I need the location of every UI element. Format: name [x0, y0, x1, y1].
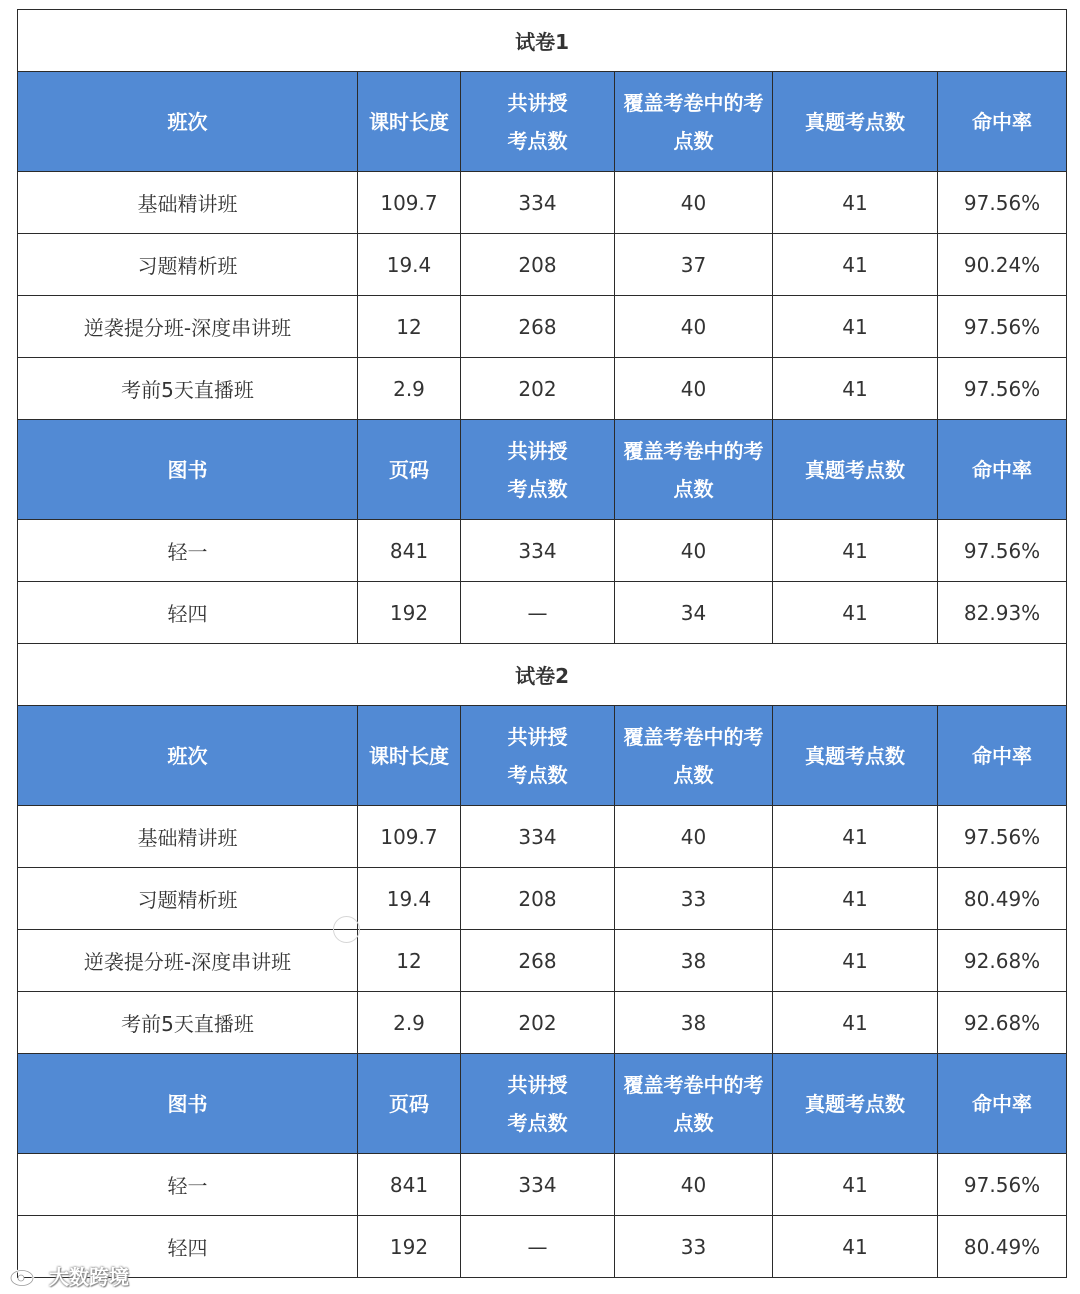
cell-taught-points: 334	[461, 1154, 615, 1216]
course-row	[18, 296, 1067, 358]
header-label: 课时长度	[369, 743, 449, 768]
cell-hit-rate: 80.49%	[938, 1216, 1067, 1278]
cell-name: 逆袭提分班-深度串讲班	[18, 296, 358, 358]
header-cell-taught-points	[461, 706, 615, 806]
cell-name: 轻一	[18, 1154, 358, 1216]
header-label: 覆盖考卷中的考 点数	[623, 90, 764, 153]
cell-exam-points: 41	[773, 234, 938, 296]
cell-taught-points: —	[461, 582, 615, 644]
header-label: 覆盖考卷中的考 点数	[623, 438, 764, 501]
cell-length: 192	[358, 1216, 461, 1278]
cell-covered-points: 40	[615, 520, 773, 582]
cell-covered-points: 40	[615, 358, 773, 420]
cell-length: 841	[358, 520, 461, 582]
header-cell-exam-points	[773, 72, 938, 172]
header-cell-exam-points	[773, 420, 938, 520]
header-label: 命中率	[972, 1091, 1033, 1116]
cell-hit-rate: 90.24%	[938, 234, 1067, 296]
header-cell-taught-points	[461, 1054, 615, 1154]
cell-length: 109.7	[358, 806, 461, 868]
cell-name: 轻一	[18, 520, 358, 582]
header-cell-length	[358, 1054, 461, 1154]
header-label: 页码	[389, 457, 429, 482]
cell-length: 2.9	[358, 358, 461, 420]
cell-hit-rate: 97.56%	[938, 172, 1067, 234]
watermark-text: 大数跨境	[49, 1264, 129, 1289]
course-row	[18, 234, 1067, 296]
cell-covered-points: 37	[615, 234, 773, 296]
cell-hit-rate: 92.68%	[938, 930, 1067, 992]
header-label: 真题考点数	[805, 1091, 905, 1116]
cell-exam-points: 41	[773, 992, 938, 1054]
cell-taught-points: 268	[461, 296, 615, 358]
header-label: 命中率	[972, 743, 1033, 768]
course-header-row	[18, 706, 1067, 806]
header-cell-covered-points	[615, 706, 773, 806]
course-row	[18, 806, 1067, 868]
header-label: 共讲授 考点数	[507, 438, 568, 501]
cell-name: 逆袭提分班-深度串讲班	[18, 930, 358, 992]
header-label: 覆盖考卷中的考 点数	[623, 1072, 764, 1135]
cell-covered-points: 38	[615, 992, 773, 1054]
cell-exam-points: 41	[773, 1216, 938, 1278]
cell-exam-points: 41	[773, 868, 938, 930]
cell-length: 12	[358, 296, 461, 358]
header-cell-hit-rate	[938, 706, 1067, 806]
header-label: 真题考点数	[805, 457, 905, 482]
cell-taught-points: 334	[461, 172, 615, 234]
cell-name: 习题精析班	[18, 234, 358, 296]
header-label: 页码	[389, 1091, 429, 1116]
cell-hit-rate: 82.93%	[938, 582, 1067, 644]
cell-name: 习题精析班	[18, 868, 358, 930]
course-row	[18, 930, 1067, 992]
header-cell-covered-points	[615, 72, 773, 172]
header-cell-name	[18, 72, 358, 172]
cell-exam-points: 41	[773, 296, 938, 358]
header-label: 图书	[167, 1091, 208, 1116]
header-label: 覆盖考卷中的考 点数	[623, 724, 764, 787]
header-label: 命中率	[972, 457, 1033, 482]
course-header-row	[18, 72, 1067, 172]
header-cell-name	[18, 706, 358, 806]
cell-hit-rate: 92.68%	[938, 992, 1067, 1054]
header-cell-covered-points	[615, 1054, 773, 1154]
cell-hit-rate: 97.56%	[938, 520, 1067, 582]
cell-name: 基础精讲班	[18, 172, 358, 234]
cell-length: 19.4	[358, 868, 461, 930]
book-header-row	[18, 420, 1067, 520]
cell-taught-points: 208	[461, 868, 615, 930]
section-title-row	[18, 10, 1067, 72]
course-row	[18, 172, 1067, 234]
cell-exam-points: 41	[773, 1154, 938, 1216]
header-label: 图书	[167, 457, 208, 482]
cell-covered-points: 40	[615, 296, 773, 358]
cell-hit-rate: 97.56%	[938, 296, 1067, 358]
cell-length: 2.9	[358, 992, 461, 1054]
cell-name: 基础精讲班	[18, 806, 358, 868]
cell-length: 19.4	[358, 234, 461, 296]
cell-covered-points: 40	[615, 1154, 773, 1216]
header-label: 班次	[167, 109, 208, 134]
section-title-row	[18, 644, 1067, 706]
cell-taught-points: 202	[461, 992, 615, 1054]
book-row	[18, 582, 1067, 644]
cell-length: 12	[358, 930, 461, 992]
header-label: 课时长度	[369, 109, 449, 134]
course-row	[18, 992, 1067, 1054]
header-cell-hit-rate	[938, 1054, 1067, 1154]
book-row	[18, 1154, 1067, 1216]
header-cell-hit-rate	[938, 72, 1067, 172]
header-label: 共讲授 考点数	[507, 1072, 568, 1135]
watermark	[9, 1260, 129, 1290]
header-cell-covered-points	[615, 420, 773, 520]
cell-taught-points: 208	[461, 234, 615, 296]
cell-length: 841	[358, 1154, 461, 1216]
header-cell-exam-points	[773, 706, 938, 806]
header-cell-taught-points	[461, 420, 615, 520]
cell-exam-points: 41	[773, 930, 938, 992]
cell-covered-points: 33	[615, 868, 773, 930]
cell-length: 192	[358, 582, 461, 644]
score-table	[17, 9, 1067, 1278]
cell-exam-points: 41	[773, 582, 938, 644]
section-title: 试卷2	[18, 644, 1067, 706]
cell-taught-points: 268	[461, 930, 615, 992]
cell-taught-points: 334	[461, 520, 615, 582]
header-label: 共讲授 考点数	[507, 90, 568, 153]
cell-exam-points: 41	[773, 358, 938, 420]
cell-taught-points: 334	[461, 806, 615, 868]
header-label: 共讲授 考点数	[507, 724, 568, 787]
cell-covered-points: 40	[615, 806, 773, 868]
section-title: 试卷1	[18, 10, 1067, 72]
cell-covered-points: 34	[615, 582, 773, 644]
header-cell-name	[18, 420, 358, 520]
cell-covered-points: 40	[615, 172, 773, 234]
table-body	[18, 10, 1067, 1278]
header-cell-hit-rate	[938, 420, 1067, 520]
book-row	[18, 1216, 1067, 1278]
cell-name: 考前5天直播班	[18, 358, 358, 420]
weibo-logo-icon	[9, 1262, 43, 1288]
header-cell-length	[358, 420, 461, 520]
book-header-row	[18, 1054, 1067, 1154]
header-cell-exam-points	[773, 1054, 938, 1154]
cell-taught-points: 202	[461, 358, 615, 420]
cell-taught-points: —	[461, 1216, 615, 1278]
cell-hit-rate: 97.56%	[938, 806, 1067, 868]
cell-name: 轻四	[18, 582, 358, 644]
cell-exam-points: 41	[773, 172, 938, 234]
header-label: 真题考点数	[805, 109, 905, 134]
cell-exam-points: 41	[773, 520, 938, 582]
cell-hit-rate: 97.56%	[938, 1154, 1067, 1216]
header-cell-taught-points	[461, 72, 615, 172]
header-cell-length	[358, 72, 461, 172]
header-label: 真题考点数	[805, 743, 905, 768]
header-cell-name	[18, 1054, 358, 1154]
cell-exam-points: 41	[773, 806, 938, 868]
loading-ring-icon	[333, 916, 360, 943]
cell-hit-rate: 97.56%	[938, 358, 1067, 420]
cell-length: 109.7	[358, 172, 461, 234]
cell-covered-points: 33	[615, 1216, 773, 1278]
cell-name: 考前5天直播班	[18, 992, 358, 1054]
cell-name: 轻四	[18, 1216, 358, 1278]
cell-hit-rate: 80.49%	[938, 868, 1067, 930]
header-label: 班次	[167, 743, 208, 768]
header-label: 命中率	[972, 109, 1033, 134]
header-cell-length	[358, 706, 461, 806]
course-row	[18, 358, 1067, 420]
book-row	[18, 520, 1067, 582]
course-row	[18, 868, 1067, 930]
cell-covered-points: 38	[615, 930, 773, 992]
